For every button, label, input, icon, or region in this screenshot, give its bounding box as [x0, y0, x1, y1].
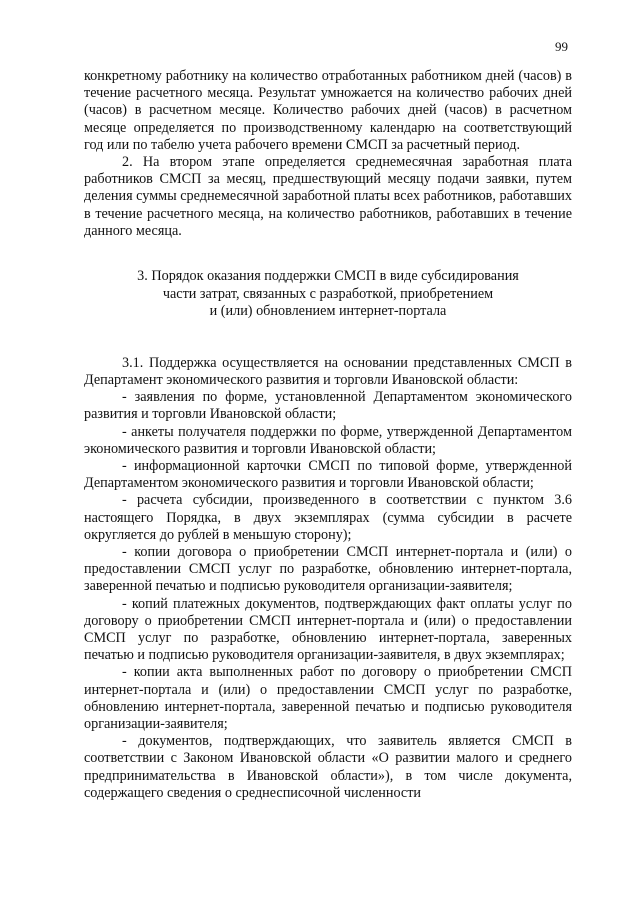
list-item: - копий платежных документов, подтверждающих факт оплаты услуг по договору о приобретении СМСП интернет-портала и (или) о предоставлении СМСП услуг по разработке, обновлению интернет-портала, заверенных печатью и подписью руководителя организации-заявителя, в двух экземплярах;	[84, 595, 572, 664]
section-heading-line-3: и (или) обновлением интернет-портала	[209, 303, 447, 320]
section-heading-line-2: части затрат, связанных с разработкой, приобретением	[162, 285, 494, 302]
document-body	[84, 68, 572, 802]
page-number: 99	[555, 39, 568, 54]
paragraph-step-2: 2. На втором этапе определяется среднемесячная заработная плата работников СМСП за месяц, предшествующий месяцу подачи заявки, путем деления суммы среднемесячной заработной платы всех работников, работавших в течение расчетного месяца, на количество работников, работавших в течение данного месяца.	[84, 154, 572, 239]
list-item: - анкеты получателя поддержки по форме, утвержденной Департаментом экономического развития и торговли Ивановской области;	[84, 423, 572, 457]
list-item: - документов, подтверждающих, что заявитель является СМСП в соответствии с Законом Ивановской области «О развитии малого и среднего предпринимательства в Ивановской области»), в том числе документа, содержащего сведения о среднесписочной численности	[84, 733, 572, 801]
paragraph-continuation: конкретному работнику на количество отработанных работником дней (часов) в течение расчетного месяца. Результат умножается на количество рабочих дней (часов) в расчетном месяце. Количество рабочих дней (часов) в расчетном месяце определяется по производственному календарю на соответствующий год или по табелю учета рабочего времени СМСП за расчетный период.	[84, 68, 572, 153]
list-item: - копии договора о приобретении СМСП интернет-портала и (или) о предоставлении СМСП услуг по разработке, обновлению интернет-портала, заверенной печатью и подписью руководителя организации-заявителя;	[84, 544, 572, 595]
list-item: - копии акта выполненных работ по договору о приобретении СМСП интернет-портала и (или) о предоставлении СМСП услуг по разработке, обновлению интернет-портала, заверенной печатью и подписью руководителя организации-заявителя;	[84, 664, 572, 733]
section-heading-line-1: 3. Порядок оказания поддержки СМСП в виде субсидирования	[137, 268, 519, 285]
list-item: - расчета субсидии, произведенного в соответствии с пунктом 3.6 настоящего Порядка, в двух экземплярах (сумма субсидии в расчете округляется до рублей в меньшую сторону);	[84, 492, 572, 543]
section-heading	[84, 268, 572, 321]
paragraph-3-1: 3.1. Поддержка осуществляется на основании представленных СМСП в Департамент экономического развития и торговли Ивановской области:	[84, 354, 572, 389]
list-item: - заявления по форме, установленной Департаментом экономического развития и торговли Ивановской области;	[84, 389, 572, 423]
list-item: - информационной карточки СМСП по типовой форме, утвержденной Департаментом экономического развития и торговли Ивановской области;	[84, 458, 572, 492]
